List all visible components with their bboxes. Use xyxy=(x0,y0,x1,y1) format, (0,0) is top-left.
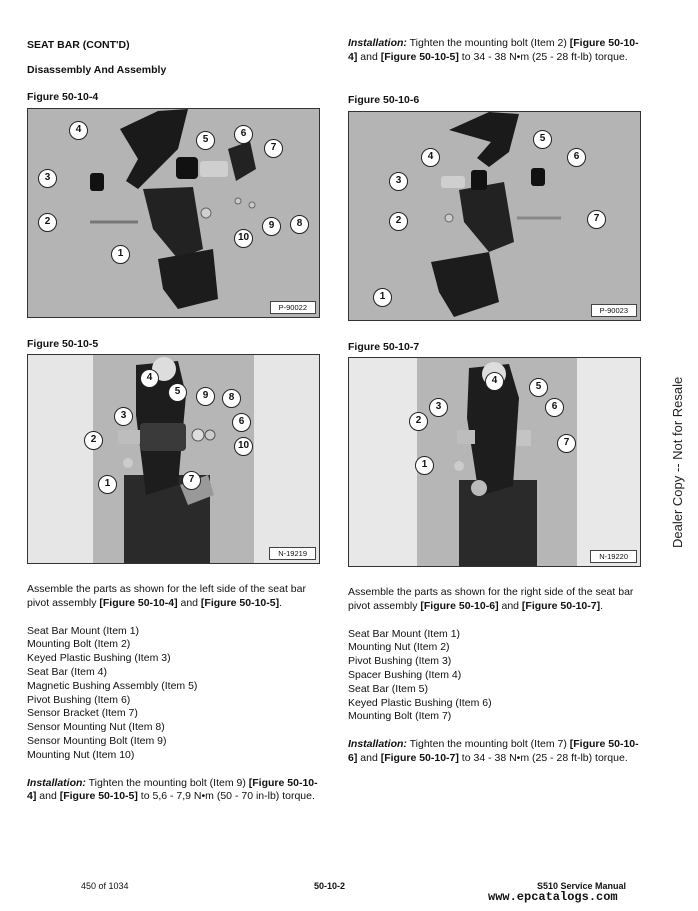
parts-list-item: Keyed Plastic Bushing (Item 6) xyxy=(348,696,492,709)
callout-1: 1 xyxy=(373,288,392,307)
dealer-copy-note: Dealer Copy -- Not for Resale xyxy=(670,376,685,548)
parts-list-item: Seat Bar Mount (Item 1) xyxy=(348,627,461,640)
callout-7: 7 xyxy=(587,210,606,229)
callout-1: 1 xyxy=(415,456,434,475)
parts-list-item: Magnetic Bushing Assembly (Item 5) xyxy=(27,679,198,692)
photo-id: N-19220 xyxy=(590,550,637,563)
callout-3: 3 xyxy=(38,169,57,188)
callout-3: 3 xyxy=(389,172,408,191)
callout-9: 9 xyxy=(262,217,281,236)
callout-2: 2 xyxy=(84,431,103,450)
parts-list-item: Seat Bar (Item 4) xyxy=(27,665,107,678)
parts-list-item: Mounting Bolt (Item 2) xyxy=(27,638,131,651)
install-paragraph-right: Installation: Tighten the mounting bolt (Item 7) [Figure 50-10-6] and [Figure 50-10-7] to 34 - 38 N•m (25 - 28 ft-lb) torque. xyxy=(348,738,639,764)
callout-1: 1 xyxy=(111,245,130,264)
callout-4: 4 xyxy=(485,372,504,391)
parts-list-item: Spacer Bushing (Item 4) xyxy=(348,668,462,681)
figure-caption-50-10-7: Figure 50-10-7 xyxy=(348,341,420,353)
watermark: www.epcatalogs.com xyxy=(488,890,618,904)
callout-4: 4 xyxy=(140,369,159,388)
callout-7: 7 xyxy=(182,471,201,490)
left-column-body xyxy=(27,583,319,804)
assembly-intro-left: Assemble the parts as shown for the left side of the seat bar pivot assembly [Figure 50-10-4] and [Figure 50-10-5]. xyxy=(27,583,306,609)
callout-7: 7 xyxy=(557,434,576,453)
right-column-body xyxy=(348,586,640,766)
callout-7: 7 xyxy=(264,139,283,158)
parts-list-item: Seat Bar Mount (Item 1) xyxy=(27,624,140,637)
parts-list-item: Mounting Nut (Item 10) xyxy=(27,748,135,761)
parts-list-item: Keyed Plastic Bushing (Item 3) xyxy=(27,652,171,665)
callout-3: 3 xyxy=(114,407,133,426)
section-title: SEAT BAR (CONT'D) xyxy=(27,39,130,51)
callout-9: 9 xyxy=(196,387,215,406)
figure-50-10-5 xyxy=(27,354,320,564)
photo-id: P-90022 xyxy=(270,301,316,314)
callout-2: 2 xyxy=(38,213,57,232)
callout-10: 10 xyxy=(234,229,253,248)
subheading: Disassembly And Assembly xyxy=(27,64,167,76)
figure-caption-50-10-4: Figure 50-10-4 xyxy=(27,91,99,103)
install-paragraph-left: Installation: Tighten the mounting bolt (Item 9) [Figure 50-10-4] and [Figure 50-10-5] to 5,6 - 7,9 N•m (50 - 70 in-lb) torque. xyxy=(27,776,318,803)
callout-10: 10 xyxy=(234,437,253,456)
parts-list-item: Sensor Bracket (Item 7) xyxy=(27,707,138,720)
callout-8: 8 xyxy=(290,215,309,234)
callout-2: 2 xyxy=(409,412,428,431)
page-count: 450 of 1034 xyxy=(81,881,129,891)
parts-list-item: Mounting Nut (Item 2) xyxy=(348,641,450,654)
callout-5: 5 xyxy=(168,383,187,402)
photo-id: N-19219 xyxy=(269,547,316,560)
photo-id: P-90023 xyxy=(591,304,637,317)
install-paragraph-top: Installation: Tighten the mounting bolt (Item 2) [Figure 50-10-4] and [Figure 50-10-5] to 34 - 38 N•m (25 - 28 ft-lb) torque. xyxy=(348,37,639,63)
assembly-intro-right: Assemble the parts as shown for the right side of the seat bar pivot assembly [Figure 50-10-6] and [Figure 50-10-7]. xyxy=(348,586,634,612)
callout-4: 4 xyxy=(69,121,88,140)
parts-list-item: Mounting Bolt (Item 7) xyxy=(348,710,452,723)
callout-6: 6 xyxy=(545,398,564,417)
callout-1: 1 xyxy=(98,475,117,494)
parts-list-item: Sensor Mounting Bolt (Item 9) xyxy=(27,734,167,747)
figure-50-10-7 xyxy=(348,357,641,567)
parts-list-item: Pivot Bushing (Item 3) xyxy=(348,655,452,668)
parts-list-item: Sensor Mounting Nut (Item 8) xyxy=(27,721,165,734)
figure-caption-50-10-6: Figure 50-10-6 xyxy=(348,94,420,106)
callout-5: 5 xyxy=(196,131,215,150)
parts-list-item: Pivot Bushing (Item 6) xyxy=(27,693,131,706)
manual-title: S510 Service Manual xyxy=(537,881,627,891)
callout-6: 6 xyxy=(567,148,586,167)
callout-6: 6 xyxy=(232,413,251,432)
callout-2: 2 xyxy=(389,212,408,231)
callout-5: 5 xyxy=(529,378,548,397)
figure-caption-50-10-5: Figure 50-10-5 xyxy=(27,338,99,350)
callout-5: 5 xyxy=(533,130,552,149)
page-number: 50-10-2 xyxy=(314,881,346,891)
callout-3: 3 xyxy=(429,398,448,417)
parts-list-item: Seat Bar (Item 5) xyxy=(348,682,428,695)
callout-4: 4 xyxy=(421,148,440,167)
callout-8: 8 xyxy=(222,389,241,408)
callout-6: 6 xyxy=(234,125,253,144)
figure-50-10-6 xyxy=(348,111,641,321)
figure-50-10-4 xyxy=(27,108,320,318)
